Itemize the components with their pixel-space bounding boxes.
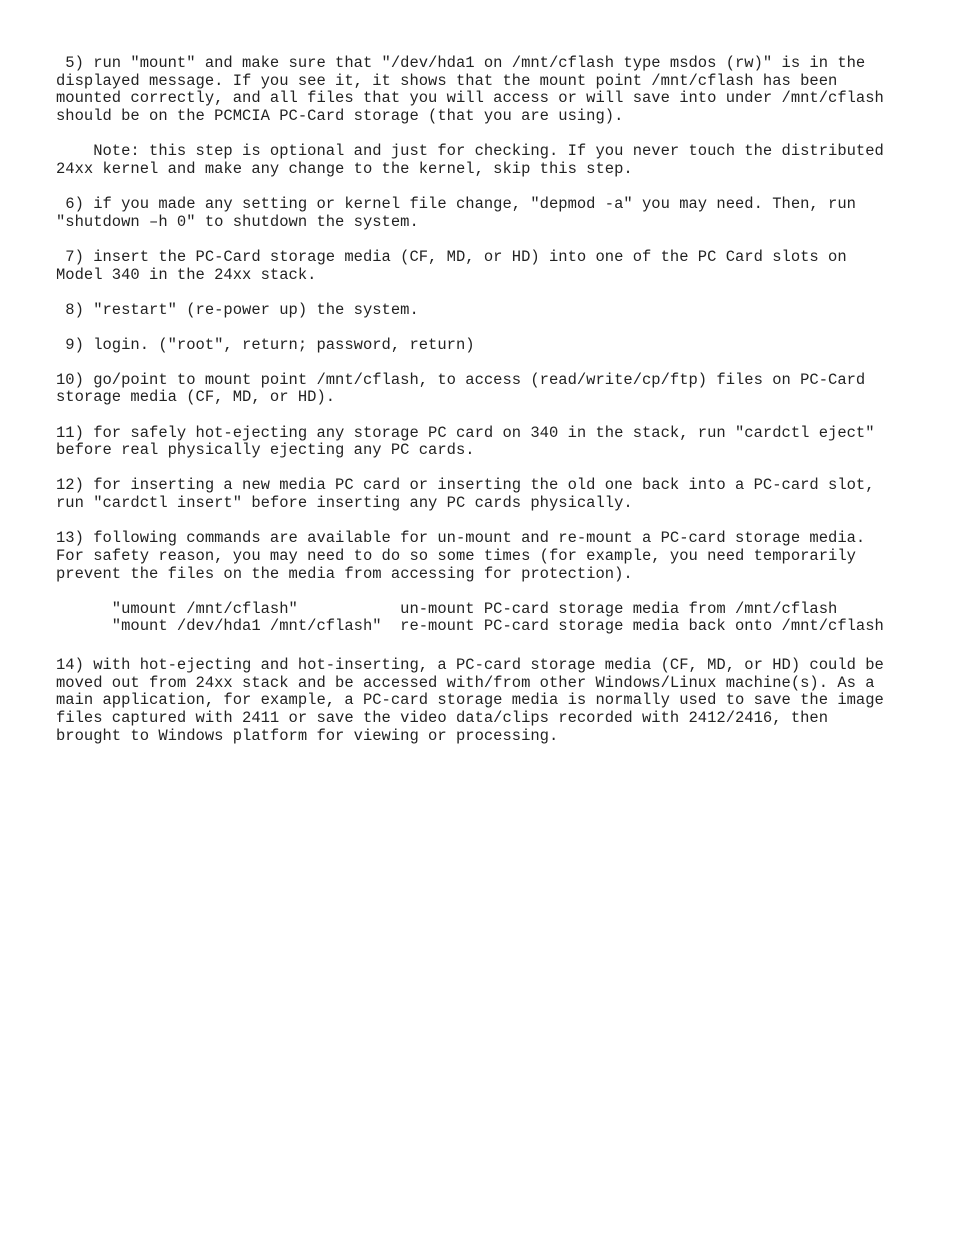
note-paragraph: Note: this step is optional and just for checking. If you never touch the distributed 24xx kernel and make any change to the kernel, skip this step.: [56, 142, 884, 178]
step-13-paragraph: 13) following commands are available for un-mount and re-mount a PC-card storage media. For safety reason, you may need to do so some times (for example, you need temporarily prevent the files on the media from accessing for protection).: [56, 529, 866, 583]
step-6-paragraph: 6) if you made any setting or kernel file change, "depmod -a" you may need. Then, run "shutdown –h 0" to shutdown the system.: [56, 195, 856, 231]
step-5-paragraph: 5) run "mount" and make sure that "/dev/hda1 on /mnt/cflash type msdos (rw)" is in the displayed message. If you see it, it shows that the mount point /mnt/cflash has been mounted correctly, and all files that you will access or will save into under /mnt/cflash should be on the PCMCIA PC-Card storage (that you are using).: [56, 54, 884, 126]
umount-command-line: "umount /mnt/cflash" un-mount PC-card storage media from /mnt/cflash: [56, 599, 838, 618]
step-7-paragraph: 7) insert the PC-Card storage media (CF, MD, or HD) into one of the PC Card slots on Model 340 in the 24xx stack.: [56, 247, 847, 284]
document-page: [56, 55, 936, 746]
command-list: [56, 601, 936, 636]
step-11-paragraph: 11) for safely hot-ejecting any storage PC card on 340 in the stack, run "cardctl eject" before real physically ejecting any PC cards.: [56, 423, 875, 460]
step-10-paragraph: 10) go/point to mount point /mnt/cflash, to access (read/write/cp/ftp) files on PC-Card storage media (CF, MD, or HD).: [56, 370, 866, 407]
step-9-paragraph: 9) login. ("root", return; password, return): [56, 335, 475, 354]
step-12-paragraph: 12) for inserting a new media PC card or inserting the old one back into a PC-card slot, run "cardctl insert" before inserting any PC cards physically.: [56, 476, 875, 513]
step-14-paragraph: 14) with hot-ejecting and hot-inserting, a PC-card storage media (CF, MD, or HD) could be moved out from 24xx stack and be accessed with/from other Windows/Linux machine(s). As a main application, for example, a PC-card storage media is normally used to save the image files captured with 2411 or save the video data/clips recorded with 2412/2416, then brought to Windows platform for viewing or processing.: [56, 656, 884, 745]
mount-command-line: "mount /dev/hda1 /mnt/cflash" re-mount PC-card storage media back onto /mnt/cflash: [56, 617, 884, 636]
step-8-paragraph: 8) "restart" (re-power up) the system.: [56, 300, 419, 319]
